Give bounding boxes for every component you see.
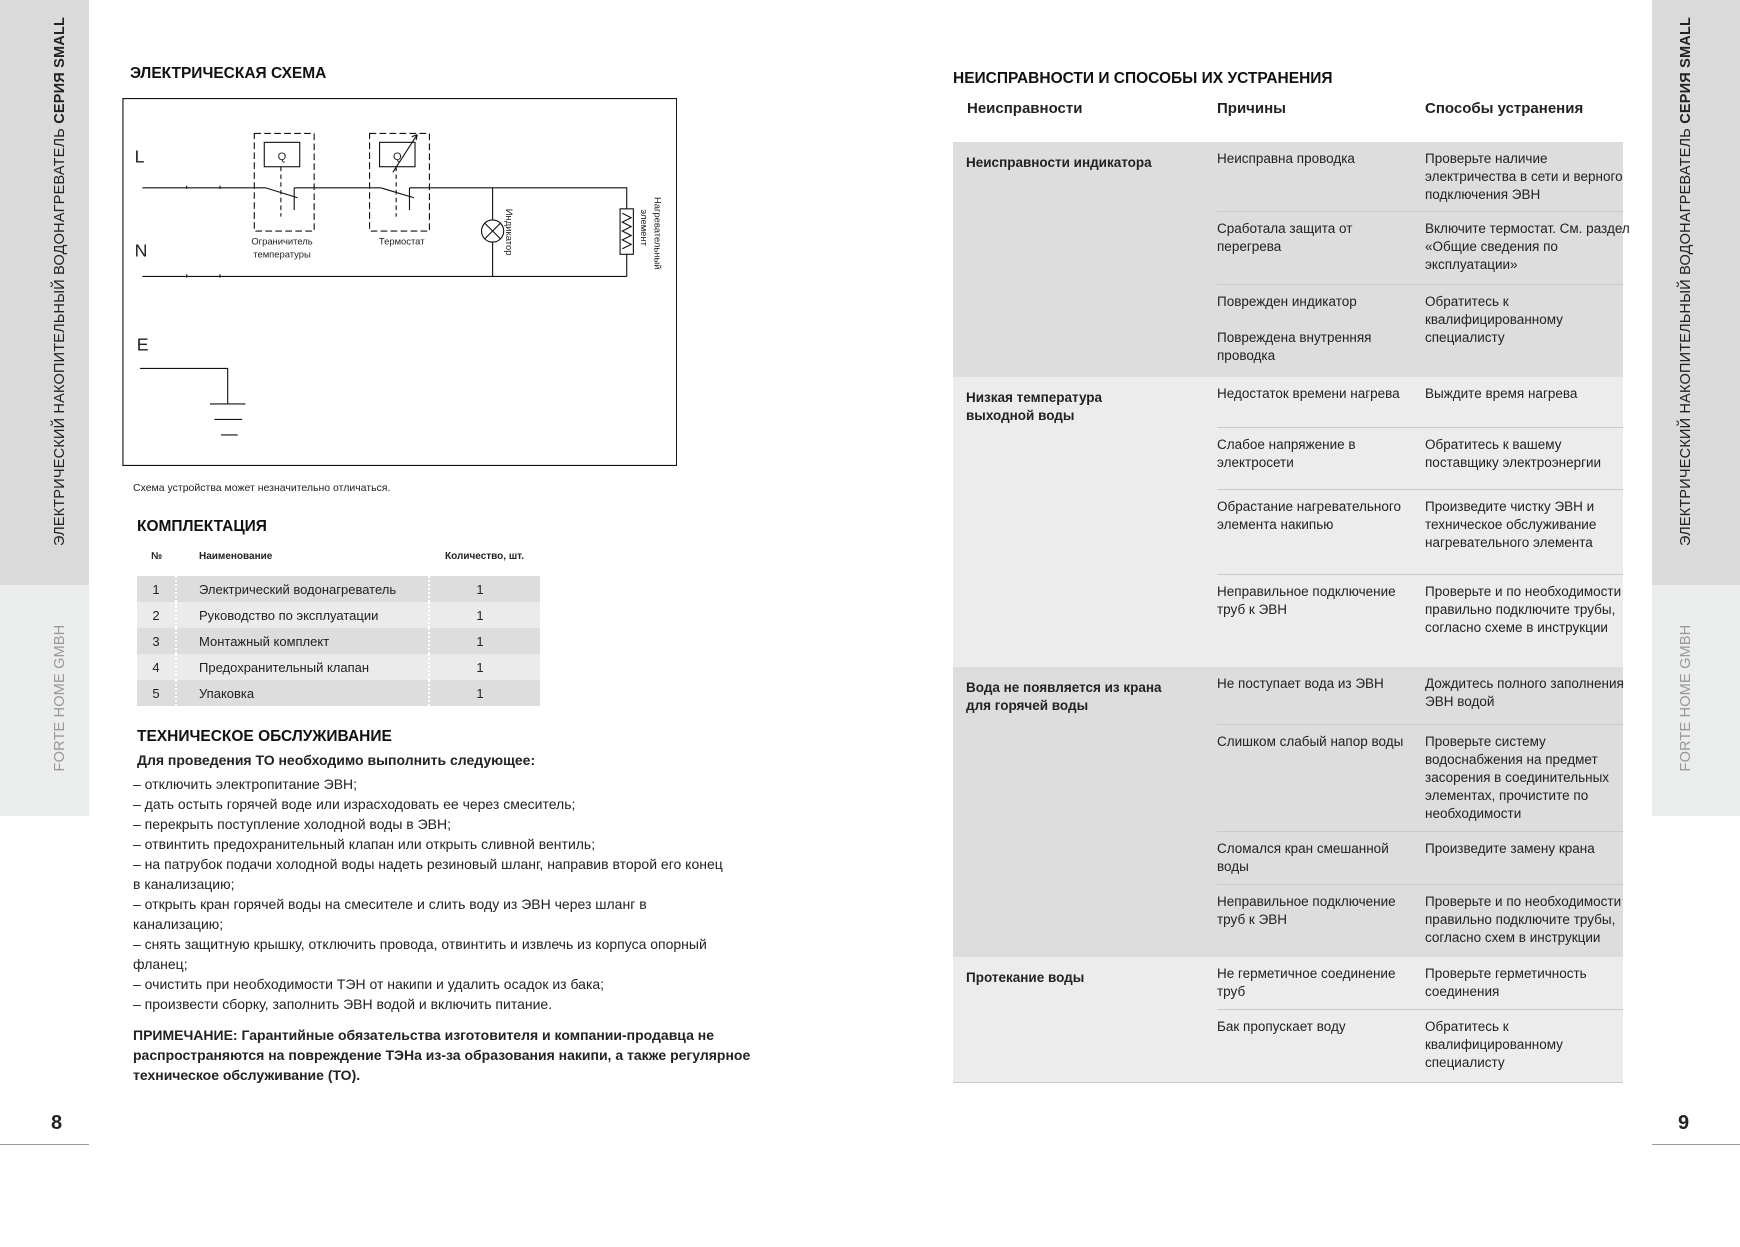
- maintenance-step: – дать остыть горячей воде или израсходовать ее через смеситель;: [133, 796, 576, 812]
- kit-qty: 1: [476, 685, 484, 701]
- kit-row: [137, 602, 540, 628]
- kit-col-num: №: [151, 551, 163, 562]
- cause: Не поступает вода из ЭВН: [1217, 676, 1384, 691]
- kit-num: 3: [152, 633, 160, 649]
- cause: Неправильное подключение труб к ЭВН: [1217, 894, 1396, 927]
- kit-name: Предохранительный клапан: [199, 659, 370, 675]
- note-line: ПРИМЕЧАНИЕ: Гарантийные обязательства изготовителя и компании-продавца не: [133, 1027, 714, 1043]
- page-rule-left: [0, 1144, 89, 1145]
- fix: Произведите чистку ЭВН и техническое обслуживание нагревательного элемента: [1425, 499, 1597, 550]
- troubles-title: НЕИСПРАВНОСТИ И СПОСОБЫ ИХ УСТРАНЕНИЯ: [953, 70, 1333, 87]
- trouble-row: [1217, 884, 1623, 957]
- note-line: техническое обслуживание (ТО).: [133, 1067, 361, 1083]
- kit-row: [137, 680, 540, 706]
- note-line: распространяются на повреждение ТЭНа из-за образования накипи, а также регулярное: [133, 1047, 751, 1063]
- fix: Проверьте и по необходимости правильно подключите трубы, согласно схем в инструкции: [1425, 894, 1622, 945]
- trouble-row: [1217, 284, 1623, 377]
- tick-marks: [187, 186, 220, 278]
- trouble-row: [1217, 211, 1630, 284]
- kit-row: [137, 576, 540, 602]
- kit-name: Электрический водонагреватель: [199, 581, 397, 597]
- kit-row: [137, 654, 540, 680]
- cause: Сломался кран смешанной воды: [1217, 841, 1389, 874]
- heater-label-2: элемент: [639, 209, 651, 246]
- kit-qty: 1: [476, 607, 484, 623]
- kit-num: 1: [152, 581, 160, 597]
- trouble-row: [1217, 831, 1623, 884]
- kit-separator: [175, 680, 177, 706]
- cause: Поврежден индикатор Повреждена внутренняя проводка: [1217, 294, 1372, 363]
- fault-name: Протекание воды: [966, 970, 1085, 985]
- thermostat-switch: [381, 188, 414, 210]
- trouble-row: [1217, 574, 1623, 667]
- fix: Выждите время нагрева: [1425, 386, 1578, 401]
- fix: Обратитесь к квалифицированному специалисту: [1425, 1019, 1563, 1070]
- label-E: E: [136, 334, 149, 355]
- cause: Неправильное подключение труб к ЭВН: [1217, 584, 1396, 617]
- fault-name: Низкая температура выходной воды: [966, 390, 1103, 423]
- cause: Сработала защита от перегрева: [1217, 221, 1353, 254]
- page-number-left: 8: [51, 1112, 63, 1134]
- kit-separator: [428, 602, 430, 628]
- scheme-caption: Схема устройства может незначительно отличаться.: [133, 482, 391, 494]
- indicator-label: Индикатор: [503, 208, 515, 256]
- cause: Слишком слабый напор воды: [1217, 734, 1404, 749]
- fix: Проверьте наличие электричества в сети и верного подключения ЭВН: [1425, 151, 1623, 202]
- label-N: N: [134, 240, 148, 261]
- fix: Произведите замену крана: [1425, 841, 1595, 856]
- maintenance-note: [133, 1025, 750, 1085]
- right-sidebar-brand: FORTE HOME GMBH: [1678, 624, 1694, 772]
- right-sidebar-title-band: [1652, 0, 1740, 585]
- trouble-group: [953, 142, 1630, 377]
- kit-separator: [428, 576, 430, 602]
- kit-separator: [175, 602, 177, 628]
- kit-qty: 1: [476, 633, 484, 649]
- cause: Неисправна проводка: [1217, 151, 1355, 166]
- trouble-row: [1217, 377, 1623, 427]
- label-L: L: [134, 146, 145, 167]
- page-number-right: 9: [1678, 1112, 1690, 1134]
- dashed-links: [281, 167, 396, 217]
- maintenance-step: – снять защитную крышку, отключить провода, отвинтить и извлечь из корпуса опорный: [133, 936, 707, 952]
- trouble-row: [1217, 142, 1623, 211]
- kit-col-name: Наименование: [199, 551, 273, 562]
- cause: Бак пропускает воду: [1217, 1019, 1346, 1034]
- cause: Слабое напряжение в электросети: [1217, 437, 1356, 470]
- limiter-label-2: температуры: [253, 248, 311, 260]
- maintenance-step: – отключить электропитание ЭВН;: [133, 776, 358, 792]
- kit-separator: [428, 654, 430, 680]
- kit-title: КОМПЛЕКТАЦИЯ: [137, 518, 267, 535]
- kit-num: 4: [152, 659, 160, 675]
- trouble-row: [1217, 427, 1623, 489]
- trouble-row: [1217, 957, 1623, 1009]
- fix: Проверьте систему водоснабжения на предмет засорения в соединительных элементах, прочистите по необходимости: [1425, 734, 1610, 821]
- maintenance-step: фланец;: [133, 956, 188, 972]
- maintenance-step: – произвести сборку, заполнить ЭВН водой и включить питание.: [133, 996, 553, 1012]
- maintenance-step: – перекрыть поступление холодной воды в ЭВН;: [133, 816, 452, 832]
- cause: Не герметичное соединение труб: [1217, 966, 1396, 999]
- kit-name: Руководство по эксплуатации: [199, 607, 379, 623]
- maintenance-intro: Для проведения ТО необходимо выполнить следующее:: [137, 752, 536, 768]
- maintenance-step: – отвинтить предохранительный клапан или открыть сливной вентиль;: [133, 836, 596, 852]
- kit-table: [137, 576, 540, 706]
- maintenance-step: – очистить при необходимости ТЭН от накипи и удалить осадок из бака;: [133, 976, 605, 992]
- maintenance-step: – открыть кран горячей воды на смесителе и слить воду из ЭВН через шланг в: [133, 896, 647, 912]
- trouble-row: [1217, 489, 1623, 574]
- fix: Включите термостат. См. раздел «Общие сведения по эксплуатации»: [1425, 221, 1630, 272]
- q2-label: Q: [392, 151, 402, 164]
- fix: Проверьте и по необходимости правильно подключите трубы, согласно схеме в инструкции: [1425, 584, 1622, 635]
- kit-separator: [428, 628, 430, 654]
- maintenance-step: – на патрубок подачи холодной воды надеть резиновый шланг, направив второй его конец: [133, 856, 723, 872]
- page-rule-right: [1652, 1144, 1740, 1145]
- kit-name: Упаковка: [199, 685, 255, 701]
- trouble-group: [953, 667, 1623, 957]
- line-L: [142, 188, 626, 277]
- trouble-row: [1217, 1009, 1623, 1082]
- kit-name: Монтажный комплект: [199, 633, 330, 649]
- fix: Дождитесь полного заполнения ЭВН водой: [1425, 676, 1624, 709]
- kit-separator: [175, 576, 177, 602]
- trouble-row: [1217, 724, 1623, 831]
- limiter-label: Ограничитель: [251, 235, 313, 247]
- maintenance-step: в канализацию;: [133, 876, 235, 892]
- kit-num: 2: [152, 607, 160, 623]
- right-sidebar-brand-band: [1652, 585, 1740, 816]
- left-sidebar-title: ЭЛЕКТРИЧЕСКИЙ НАКОПИТЕЛЬНЫЙ ВОДОНАГРЕВАТЕЛЬ СЕРИЯ SMALL: [52, 16, 68, 546]
- heater-label: Нагревательный: [652, 196, 664, 270]
- kit-qty: 1: [476, 581, 484, 597]
- col-fix: Способы устранения: [1425, 100, 1584, 117]
- kit-separator: [428, 680, 430, 706]
- cause: Обрастание нагревательного элемента накипью: [1217, 499, 1402, 532]
- col-fault: Неисправности: [967, 100, 1083, 117]
- thermostat-label: Термостат: [378, 235, 425, 247]
- scheme-title: ЭЛЕКТРИЧЕСКАЯ СХЕМА: [130, 65, 327, 82]
- q1-label: Q: [277, 151, 287, 164]
- indicator-cross: [485, 223, 501, 239]
- col-cause: Причины: [1217, 100, 1286, 117]
- left-sidebar-title-band: [0, 0, 89, 585]
- fix: Обратитесь к вашему поставщику электроэнергии: [1425, 437, 1602, 470]
- kit-separator: [175, 628, 177, 654]
- kit-num: 5: [152, 685, 160, 701]
- maintenance-steps: [133, 774, 723, 1014]
- fault-name: Вода не появляется из крана для горячей воды: [966, 680, 1162, 713]
- wiring-diagram: [122, 98, 677, 466]
- thermostat-dashed-box: [370, 133, 430, 231]
- kit-qty: 1: [476, 659, 484, 675]
- limiter-dashed-box: [254, 133, 314, 231]
- fix: Обратитесь к квалифицированному специалисту: [1425, 294, 1563, 345]
- kit-separator: [175, 654, 177, 680]
- left-sidebar-brand-band: [0, 585, 89, 816]
- fault-name: Неисправности индикатора: [966, 155, 1152, 170]
- maintenance-step: канализацию;: [133, 916, 224, 932]
- maintenance-title: ТЕХНИЧЕСКОЕ ОБСЛУЖИВАНИЕ: [137, 728, 392, 745]
- ground-wire: [140, 368, 245, 435]
- fix: Проверьте герметичность соединения: [1425, 966, 1587, 999]
- right-sidebar-title: ЭЛЕКТРИЧЕСКИЙ НАКОПИТЕЛЬНЫЙ ВОДОНАГРЕВАТЕЛЬ СЕРИЯ SMALL: [1678, 16, 1694, 546]
- kit-row: [137, 628, 540, 654]
- troubles-bottom-rule: [953, 1082, 1623, 1083]
- kit-col-qty: Количество, шт.: [445, 551, 524, 562]
- cause: Недостаток времени нагрева: [1217, 386, 1400, 401]
- trouble-group: [953, 957, 1623, 1082]
- trouble-row: [1217, 667, 1623, 724]
- trouble-group: [953, 377, 1623, 667]
- left-sidebar-brand: FORTE HOME GMBH: [52, 624, 68, 772]
